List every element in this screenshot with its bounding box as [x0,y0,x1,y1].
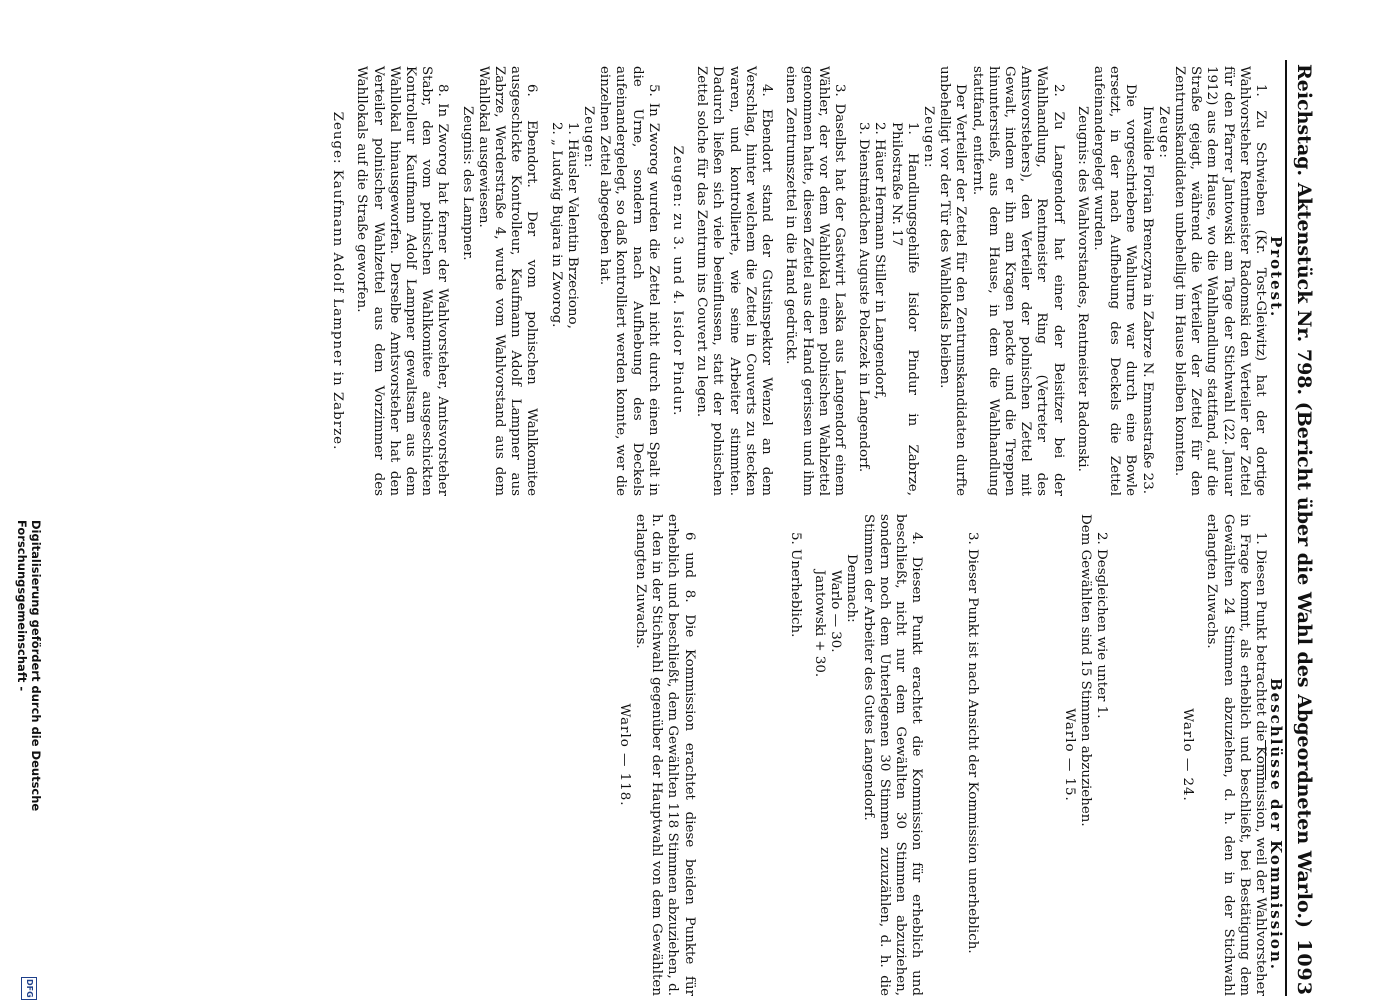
protest-zeuge-item: 2. „ Ludwig Bujara in Zworog. [548,122,564,328]
protest-point-2: 2. Zu Langendorf hat einer der Beisitzer bei der Wahlhandlung, Rentmeister Ring (Vertreter des Amtsvorstehers), den Verteiler der polnischen Zettel mit Gewalt, indem er ihn am Kragen packte und die Treppen hinunterstieß, aus dem Hause, in dem die Wahlhandlung stattfand, entfernt. [969,66,1066,496]
beschluesse-title: Beschlüsse der Kommission. [1267,678,1285,971]
protest-zeugnis: Zeugnis: des Lampner. [459,106,475,261]
beschluss-2-result: Warlo — 15. [1061,708,1077,802]
protest-zeuge-item: 2. Häuer Hermann Stiller in Langendorf, [872,122,888,400]
beschluss-5: 5. Unerheblich. [787,532,803,638]
protest-zeuge-label: Zeuge: [1155,106,1171,159]
protest-point-2b: Der Verteiler der Zettel für den Zentrumskandidaten durfte unbehelligt vor der Tür des Wahllokals bleiben. [937,66,969,496]
beschluss-6-8: 6 und 8. Die Kommission erachtet diese beiden Punkte für erheblich und beschließt, dem Gewählten 118 Stimmen abzuziehen, d. h. den in der Stichwahl gegenüber der Hauptwahl von dem Gewählten erlangten Zuwachs. [632,514,697,996]
protest-point-5: 5. In Zworog wurden die Zettel nicht durch einen Spalt in die Urne, sondern nach Aufhebung des Deckels aufeinandergelegt, so daß kontrolliert werden konnte, wer die einzelnen Zettel abgegeben hat. [597,66,661,496]
protest-point-8: 8. In Zworog hat ferner der Wahlvorsteher, Amtsvorsteher Stabr, den vom polnischen Wahlkomitee ausgeschickten Kontrolleur Kaufmann Adolf Lampner gewaltsam aus dem Wahllokal hinausgeworfen. Derselbe Amtsvorsteher hat den Verteiler polnischer Wahlzettel aus dem Vorzimmer des Wahllokals auf die Straße geworfen. [354,66,451,496]
page-header [1289,64,1315,996]
protest-point-1: 1. Zu Schwieben (Kr. Tost-Gleiwitz) hat der dortige Wahlvorsteher Rentmeister Radomski den Verteiler der Zettel für den Pfarrer Jantowski am Tage der Stichwahl (22. Januar 1912) aus dem Hause, wo die Wahlhandlung stattfand, auf die Straße gejagt, während die Verteiler der Zettel für den Zentrumskandidaten unbehelligt im Hause bleiben konnten. [1171,66,1268,496]
beschluss-3: 3. Dieser Punkt ist nach Ansicht der Kommission unerheblich. [965,532,981,954]
beschluss-4-result: Jantowski + 30. [811,570,827,678]
beschluss-4-result: Warlo — 30. [828,570,844,653]
beschluss-1-result: Warlo — 24. [1180,708,1196,802]
beschluss-6-8-result: Warlo — 118. [616,703,632,807]
digitization-note [15,520,43,1000]
header-title: Reichstag. Aktenstück Nr. 798. (Bericht über die Wahl des Abgeordneten Warlo.) [1293,64,1315,928]
protest-zeuge-item: 3. Dienstmädchen Auguste Polaczek in Langendorf. [856,122,872,473]
header-rule [1285,60,1287,996]
protest-zeugen-label: Zeugen: [581,106,597,169]
protest-title: Protest. [1267,236,1285,319]
protest-column [329,66,1268,496]
protest-point-4: 4. Ebendort stand der Gutsinspektor Wenzel an dem Verschlag, hinter welchem die Zettel in Couverts zu stecken waren, und kontrollierte, wie seine Arbeiter stimmten. Dadurch ließen sich viele beeinflussen, statt der polnischen Zettel solche für das Zentrum ins Couvert zu legen. [694,66,775,496]
protest-zeuge-name: Invalide Florian Brenczyna in Zabrze N. Emmastraße 23. [1139,106,1155,494]
dfg-logo: DFG [21,977,37,1000]
protest-point-6: 6. Ebendort. Der vom polnischen Wahlkomitee ausgeschickte Kontrolleur, Kaufmann Adolf Lampner aus Zabrze, Werderstraße 4, wurde vom Wahlvorstand aus dem Wahllokal ausgewiesen. [475,66,540,496]
beschluss-4: 4. Diesen Punkt erachtet die Kommission für erheblich und beschließt, nicht nur dem Gewählten 30 Stimmen abzuziehen, sondern noch dem Unterlegenen 30 Stimmen zuzuzählen, d. h. die Stimmen der Arbeiter des Gutes Langendorf. [860,514,925,996]
beschluss-4-demnach: Demnach: [844,554,860,623]
beschluss-1: 1. Diesen Punkt betrachtet die Kommission, weil der Wahlvorsteher in Frage kommt, als erheblich und beschließt, bei Bestätigung dem Gewählten 24 Stimmen abzuziehen, d. h. den in der Stichwahl erlangten Zuwachs. [1204,514,1268,996]
protest-zeuge-item: 1. Handlungsgehilfe Isidor Pindur in Zabrze, Philostraße Nr. 17 [888,122,920,496]
beschluss-2b: Dem Gewählten sind 15 Stimmen abzuziehen. [1077,514,1093,827]
protest-zeugen-label: Zeugen: [920,106,936,169]
digitization-note-text: Digitalisierung gefördert durch die Deutsche Forschungsgemeinschaft - [15,520,43,812]
protest-zeuge-8: Zeuge: Kaufmann Adolf Lampner in Zabrze. [330,111,346,451]
page-number: 1093 [1293,939,1315,996]
protest-point-1b: Die vorgeschriebene Wahlurne war durch eine Bowle ersetzt, in der nach Aufhebung des Deckels die Zettel aufeinandergelegt wurden. [1090,66,1139,496]
beschluss-2: 2. Desgleichen wie unter 1. [1093,532,1109,719]
protest-zeuge-item: 1. Häusler Valentin Brzeciono, [564,122,580,329]
beschluesse-column [616,514,1268,996]
protest-zeugnis: Zeugnis: des Wahlvorstandes, Rentmeister Radomski. [1074,106,1090,472]
protest-zeugen-3-4: Zeugen: zu 3. und 4. Isidor Pindur. [670,145,686,417]
protest-point-3: 3. Daselbst hat der Gastwirt Laska aus Langendorf einem Wähler, der vor dem Wahllokal einen polnischen Wahlzettel genommen hatte, diesen Zettel aus der Hand gerissen und ihm einen Zentrumszettel in die Hand gedrückt. [783,66,847,496]
